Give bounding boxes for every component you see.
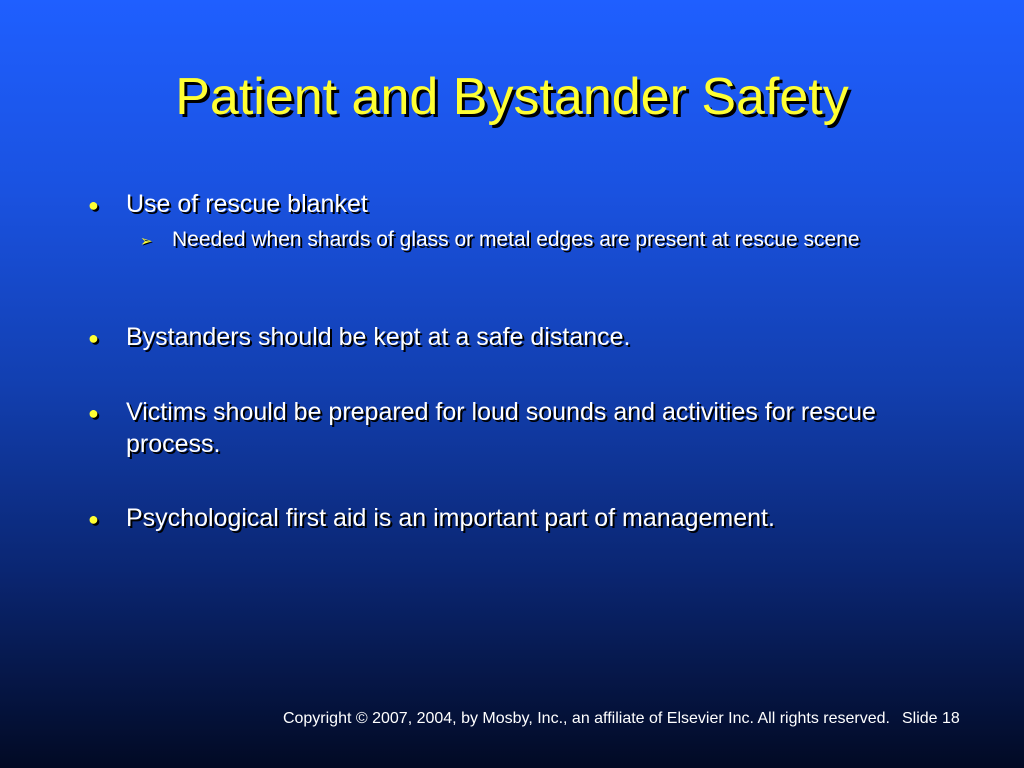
bullet-item	[88, 396, 968, 460]
bullet-item	[88, 188, 968, 221]
slide-number: Slide 18	[902, 710, 960, 727]
slide-title: Patient and Bystander Safety	[175, 68, 849, 126]
bullet-circle-icon: ●	[88, 403, 99, 423]
bullet-text: Victims should be prepared for loud sounds and activities for rescue process.	[126, 398, 876, 458]
bullet-circle-icon: ●	[88, 509, 99, 529]
sub-bullet-item	[140, 226, 940, 256]
sub-bullet-text: Needed when shards of glass or metal edges are present at rescue scene	[172, 228, 860, 251]
bullet-text: Bystanders should be kept at a safe distance.	[126, 323, 631, 351]
arrow-right-icon: ➢	[140, 233, 153, 250]
copyright-text: Copyright © 2007, 2004, by Mosby, Inc., an affiliate of Elsevier Inc. All rights reserved.	[282, 710, 890, 727]
bullet-item	[88, 321, 968, 354]
bullet-item	[88, 502, 968, 535]
bullet-text: Use of rescue blanket	[126, 190, 368, 218]
bullet-text: Psychological first aid is an important part of management.	[126, 504, 775, 532]
slide-footer	[0, 707, 1024, 731]
bullet-circle-icon: ●	[88, 328, 99, 348]
bullet-circle-icon: ●	[88, 195, 99, 215]
